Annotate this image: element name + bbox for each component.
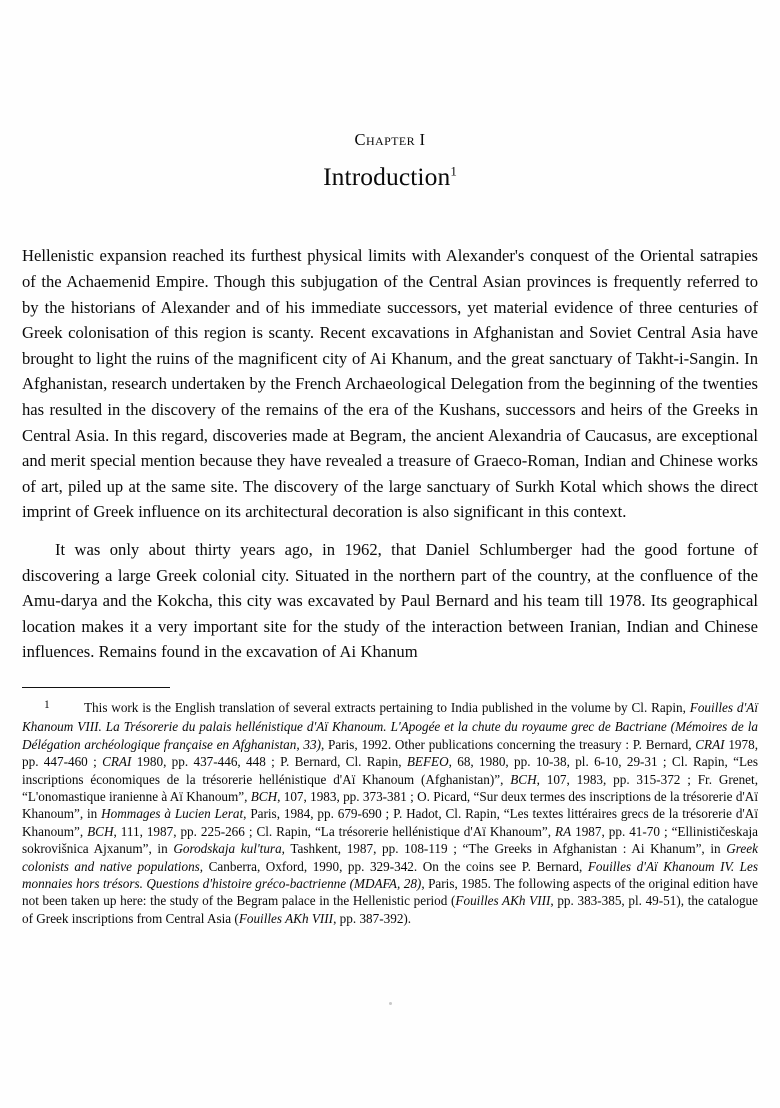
footnote-number: 1 [44, 698, 50, 711]
footnote-run: 1978, pp. 447-460 ; [22, 736, 759, 770]
footnote-run: , Paris, 1985. The following aspects of the original edition have not been taken up here: the study of the Begram palace in the Hellenistic period ( [22, 876, 758, 909]
page-title [22, 162, 758, 191]
footnote-title-italic: BCH [250, 788, 278, 804]
footnote-title-italic: BCH [87, 823, 114, 839]
footnote-run: , Paris, 1984, pp. 679-690 ; P. Hadot, Cl. Rapin, “Les textes littéraires grecs de la trésorerie d'Aï Khanoum”, [22, 806, 758, 839]
footnote-title-italic: Fouilles AKh VIII [238, 910, 334, 926]
footnote-run: , 68, 1980, pp. 10-38, pl. 6-10, 29-31 ; Cl. Rapin, “Les inscriptions économiques de la trésorerie hellénistique d'Aï Khanoum (Afghanistan)”, [22, 754, 758, 787]
footnote-title-italic: CRAI [695, 736, 725, 752]
footnote-run: , 107, 1983, pp. 373-381 ; O. Picard, “Sur deux termes des inscriptions de la trésorerie d'Aï Khanoum”, in [22, 788, 758, 822]
footnote-title-italic: RA [555, 823, 572, 839]
footnote-title-italic: Fouilles d'Aï Khanoum IV. Les monnaies hors trésors. Questions d'histoire gréco-bactrienne (MDAFA, 28) [22, 858, 758, 892]
footnote-title-italic: Hommages à Lucien Lerat [101, 806, 244, 822]
footnote-title-italic: CRAI [102, 754, 132, 770]
body-paragraph-2: It was only about thirty years ago, in 1962, that Daniel Schlumberger had the good fortune of discovering a large Greek colonial city. Situated in the northern part of the country, at the confluence of the Amu-darya and the Kokcha, this city was excavated by Paul Bernard and his team till 1978. Its geographical location makes it a very important site for the study of the interaction between Iranian, Indian and Chinese influences. Remains found in the excavation of Ai Khanum [22, 539, 758, 662]
footnote-run: , pp. 383-385, pl. 49-51), the catalogue of Greek inscriptions from Central Asia ( [22, 893, 758, 926]
footnote-title-italic: Gorodskaja kul'tura [173, 841, 282, 857]
footnote-title-italic: Fouilles AKh VIII [455, 893, 551, 909]
footnote-title-italic: Fouilles d'Aï Khanoum VIII. La Trésorerie du palais hellénistique d'Aï Khanoum. L'Apogée et la chute du royaume grec de Bactriane (Mémoires de la Délégation archéologique française en Afghanistan, 33) [22, 699, 758, 752]
footnote-text [22, 700, 758, 926]
footnote-run: , 107, 1983, pp. 315-372 ; Fr. Grenet, “L'onomastique iranienne à Aï Khanoum”, [22, 771, 758, 804]
footnote-run: , Canberra, Oxford, 1990, pp. 329-342. On the coins see P. Bernard, [199, 858, 588, 874]
footnote-separator-rule [22, 687, 170, 688]
footnote-run: 1980, pp. 437-446, 448 ; P. Bernard, Cl. Rapin, [131, 754, 407, 770]
scan-artifact-speck [389, 1002, 392, 1005]
page-content [22, 0, 758, 927]
footnote-reference-marker: 1 [450, 163, 457, 179]
footnote-title-italic: Greek colonists and native populations [22, 841, 758, 874]
footnote-run: , Tashkent, 1987, pp. 108-119 ; “The Greeks in Afghanistan : Ai Khanum”, in [281, 841, 727, 857]
footnote-title-italic: BCH [510, 771, 537, 787]
footnote-title-italic: BEFEO [406, 754, 449, 770]
footnote-run: , pp. 387-392). [333, 910, 412, 926]
chapter-label: Chapter I [354, 130, 426, 149]
footnote-run: , Paris, 1992. Other publications concerning the treasury : P. Bernard, [321, 736, 696, 752]
footnote-run: , 111, 1987, pp. 225-266 ; Cl. Rapin, “La trésorerie hellénistique d'Aï Khanoum”, [113, 823, 556, 839]
footnote-run: 1987, pp. 41-70 ; “Ellinističeskaja sokrovišnica Ajxanum”, in [22, 823, 758, 857]
page-title-text: Introduction [323, 162, 451, 192]
body-paragraph-1: Hellenistic expansion reached its furthest physical limits with Alexander's conquest of the Oriental satrapies of the Achaemenid Empire. Though this subjugation of the Central Asian provinces is frequently referred to by the historians of Alexander and of his immediate successors, yet material evidence of three centuries of Greek colonisation of this region is scanty. Recent excavations in Afghanistan and Soviet Central Asia have brought to light the ruins of the magnificent city of Ai Khanum, and the great sanctuary of Takht-i-Sangin. In Afghanistan, research undertaken by the French Archaeological Delegation from the beginning of the twenties has resulted in the discovery of the remains of the era of the Kushans, successors and heirs of the Greeks in Central Asia. In this regard, discoveries made at Begram, the ancient Alexandria of Caucasus, are exceptional and merit special mention because they have revealed a treasure of Graeco-Roman, Indian and Chinese works of art, piled up at the same site. The discovery of the large sanctuary of Surkh Kotal which shows the direct imprint of Greek influence on its architectural decoration is also significant in this context. [22, 246, 758, 522]
body-text [22, 243, 758, 665]
footnote-run: This work is the English translation of several extracts pertaining to India published in the volume by Cl. Rapin, [84, 699, 690, 715]
footnote-block [22, 699, 758, 927]
